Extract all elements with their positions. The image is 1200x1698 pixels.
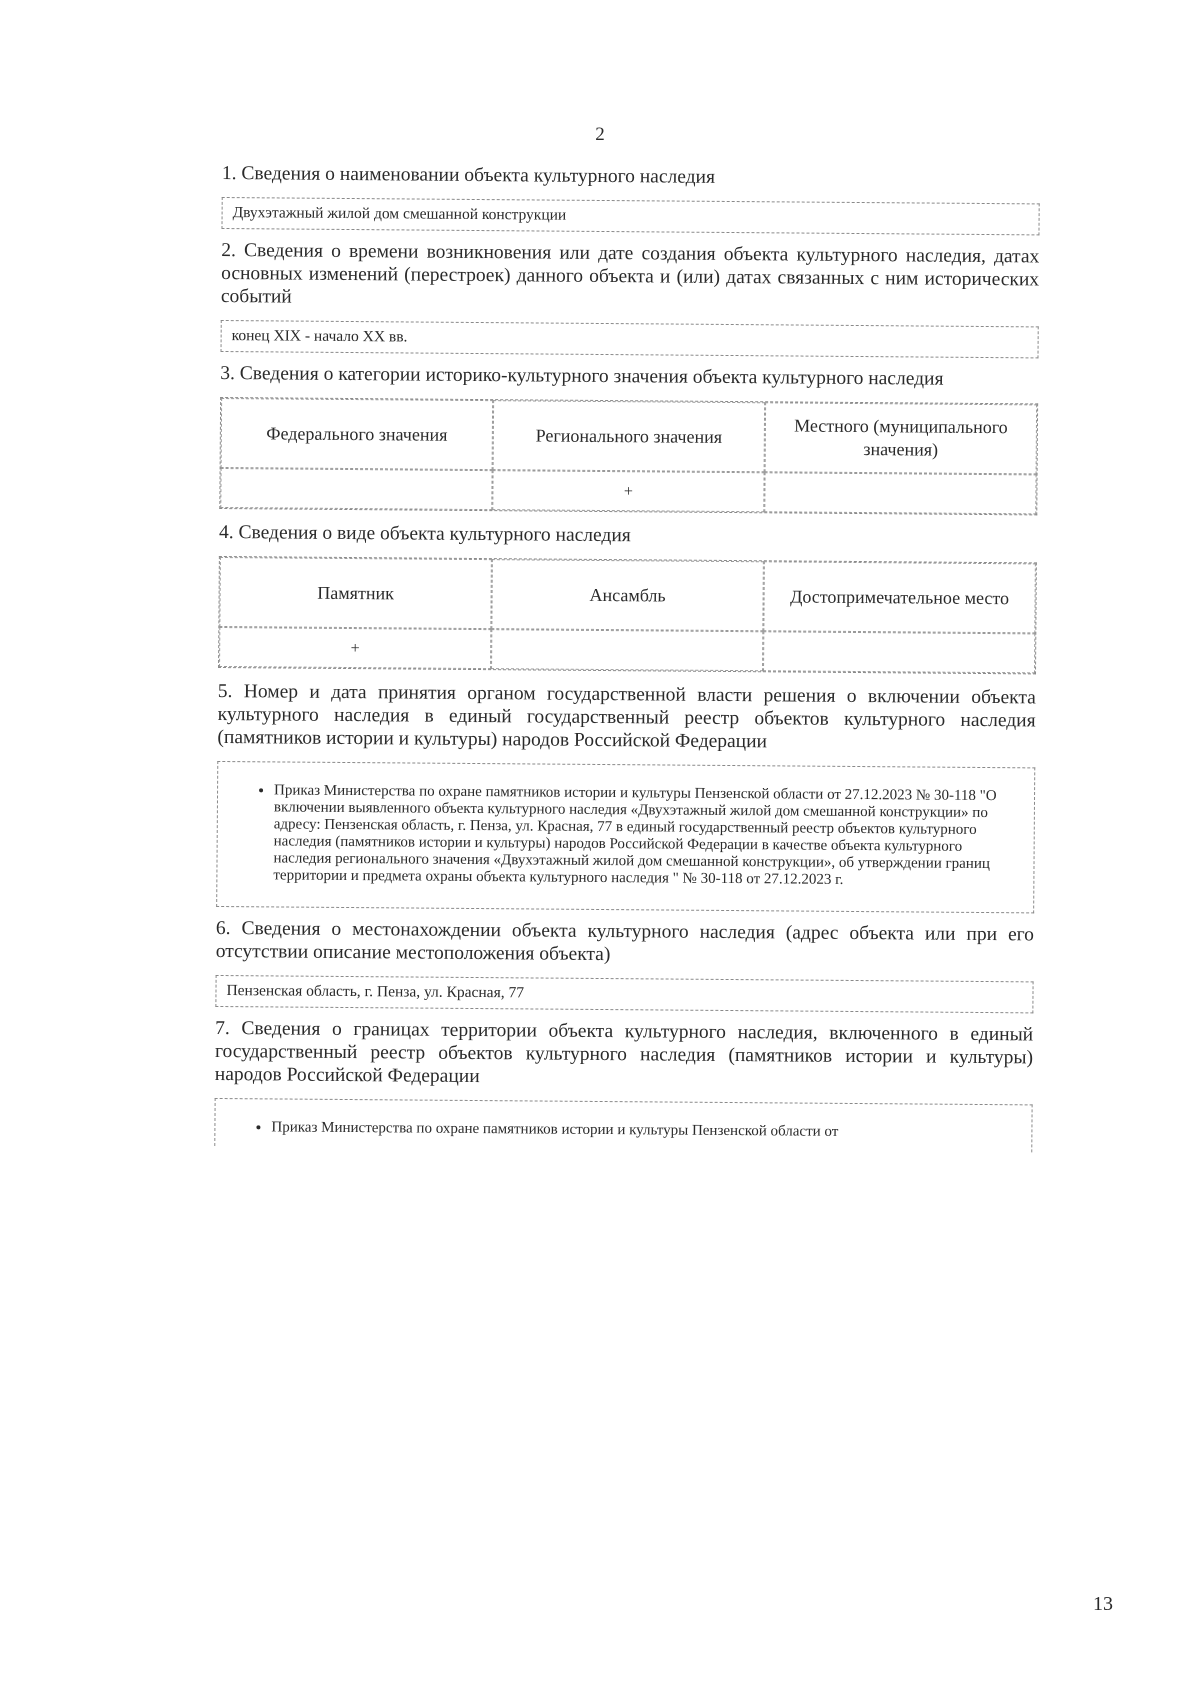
category-header-federal: Федерального значения [221, 398, 494, 470]
category-value-regional: + [492, 470, 764, 512]
type-value-monument: + [219, 627, 491, 669]
type-header-landmark: Достопримечательное место [763, 561, 1036, 633]
category-header-local: Местного (муниципального значения) [765, 402, 1038, 474]
section-1-value-box [221, 197, 1039, 235]
type-header-monument: Памятник [219, 557, 492, 629]
section-4-heading: 4. Сведения о виде объекта культурного наследия [219, 521, 631, 547]
type-table [218, 556, 1037, 674]
section-6-heading: 6. Сведения о местонахождении объекта культурного наследия (адрес объекта или при его отсутствии описание местоположения объекта) [215, 917, 1035, 966]
type-value-landmark [763, 631, 1035, 673]
list-item: • Приказ Министерства по охране памятников истории и культуры Пензенской области от [271, 1119, 1015, 1142]
page-number-bottom: 13 [1093, 1593, 1113, 1615]
category-value-federal [220, 468, 492, 510]
section-6-value-box [215, 975, 1033, 1013]
category-header-regional: Регионального значения [493, 400, 766, 472]
boundaries-list [231, 1119, 1015, 1142]
object-name-value: Двухэтажный жилой дом смешанной конструкции [232, 204, 567, 224]
list-item: • Приказ Министерства по охране памятников истории и культуры Пензенской области от 27.12.2023 № 30-118 "О включении выявленного объекта культурного наследия «Двухэтажный жилой дом смешанной конструкции» по адресу: Пензенская область, г. Пенза, ул. Красная, 77 в единый государственный реестр объектов культурного наследия (памятников истории и культуры) народов Российской Федерации в качестве объекта культурного наследия регионального значения «Двухэтажный жилой дом смешанной конструкции», об утверждении границ территории и предмета охраны объекта культурного наследия " № 30-118 от 27.12.2023 г. [273, 782, 1018, 890]
page-number-top: 2 [595, 124, 605, 145]
section-1-heading: 1. Сведения о наименовании объекта культурного наследия [221, 162, 716, 188]
category-value-local [764, 472, 1036, 514]
section-5-heading: 5. Номер и дата принятия органом государственной власти решения о включении объекта культурного наследия в единый государственный реестр объектов культурного наследия (памятников истории и культуры) народов Российской Федерации [217, 680, 1036, 753]
section-3-heading: 3. Сведения о категории историко-культурного значения объекта культурного наследия [220, 362, 944, 390]
type-header-ensemble: Ансамбль [491, 559, 764, 631]
registry-decision-list [233, 782, 1018, 890]
section-2-value-box [221, 320, 1039, 358]
section-7-heading: 7. Сведения о границах территории объекта культурного наследия, включенного в единый государственный реестр объектов культурного наследия (памятников истории и культуры) народов Российской Федерации [214, 1017, 1034, 1088]
address-value: Пензенская область, г. Пенза, ул. Красная, 77 [226, 982, 525, 1002]
category-table [219, 397, 1038, 515]
type-value-ensemble [491, 629, 763, 671]
document-body [214, 162, 1040, 1162]
section-5-value-box [216, 761, 1035, 913]
section-7-value-box [214, 1098, 1032, 1152]
section-2-heading: 2. Сведения о времени возникновения или дате создания объекта культурного наследия, датах основных изменений (перестроек) данного объекта и (или) датах связанных с ним исторических событий [220, 239, 1040, 308]
creation-date-value: конец XIX - начало XX вв. [231, 327, 408, 346]
